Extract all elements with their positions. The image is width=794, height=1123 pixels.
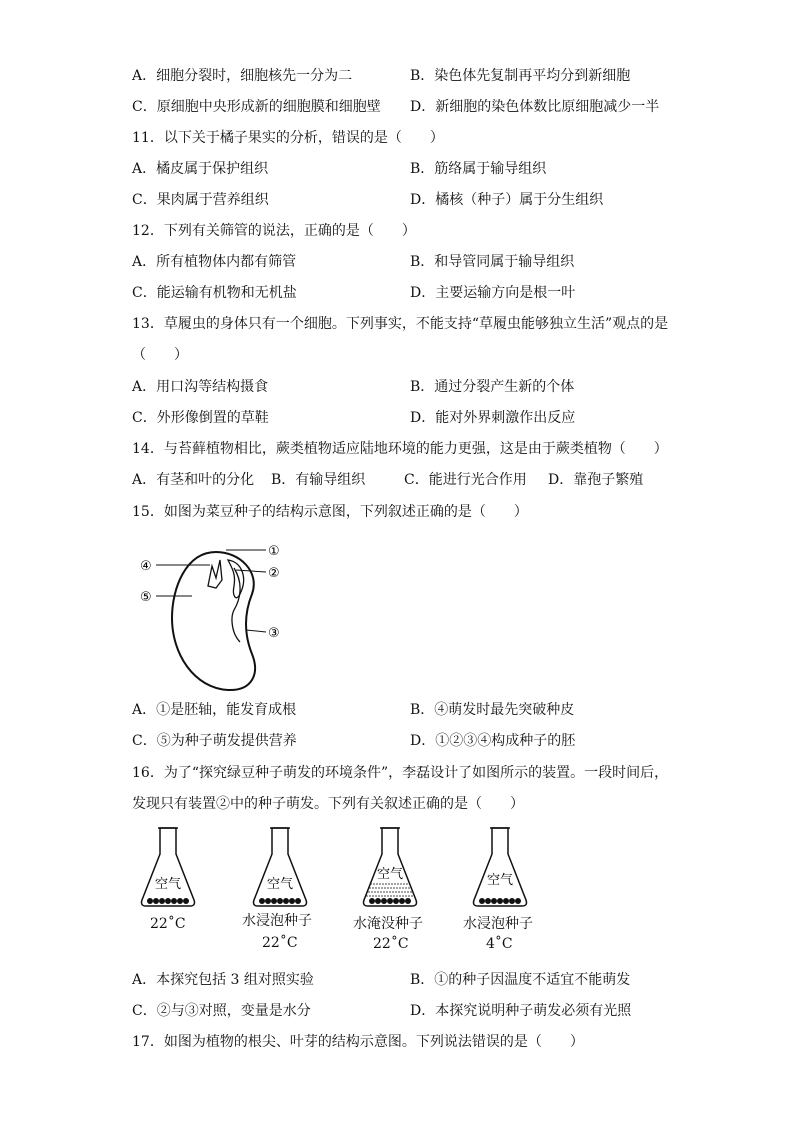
q13-option-d: D．能对外界刺激作出反应 [410,410,576,426]
q11-option-d: D．橘核（种子）属于分生组织 [410,192,604,208]
q14-option-d: D．靠孢子繁殖 [548,472,644,488]
plumule [208,560,222,588]
q10-option-d: D．新细胞的染色体数比原细胞减少一半 [410,99,660,115]
flask-4-air-label: 空气 [487,873,514,888]
q14-option-c: C．能进行光合作用 [404,472,527,488]
q15-option-a: A．①是胚轴，能发育成根 [132,702,297,718]
seed-label-2: ② [268,566,280,581]
cotyledon-edge [232,568,240,642]
q13-option-c: C．外形像倒置的草鞋 [132,410,269,426]
q15-option-b: B．④萌发时最先突破种皮 [410,702,575,718]
flask-1-air-label: 空气 [155,877,182,892]
flask-3-temp: 22˚C [373,936,409,952]
q16-option-c: C．②与③对照，变量是水分 [132,1003,311,1019]
q11-stem: 11．以下关于橘子果实的分析，错误的是（ ） [132,130,444,146]
q11-option-c: C．果肉属于营养组织 [132,192,269,208]
q15-option-d: D．①②③④构成种子的胚 [410,733,576,749]
q16-option-a: A．本探究包括 3 组对照实验 [132,972,314,988]
q16-option-b: B．①的种子因温度不适宜不能萌发 [410,972,631,988]
flask-1 [138,826,198,908]
q17-stem: 17．如图为植物的根尖、叶芽的结构示意图。下列说法错误的是（ ） [132,1034,584,1050]
q14-stem: 14．与苔藓植物相比，蕨类植物适应陆地环境的能力更强，这是由于蕨类植物（ ） [132,441,668,457]
flask-3-condition: 水淹没种子 [353,916,423,932]
seed-label-1: ① [268,544,280,559]
q10-option-a: A．细胞分裂时，细胞核先一分为二 [132,68,353,84]
flask-2-air-label: 空气 [267,877,294,892]
q14-option-b: B．有输导组织 [271,472,366,488]
q12-option-c: C．能运输有机物和无机盐 [132,285,297,301]
flask-1-temp: 22˚C [150,916,186,932]
q11-option-b: B．筋络属于输导组织 [410,161,547,177]
bean-seed-diagram [136,538,296,698]
q16-stem-line2: 发现只有装置②中的种子萌发。下列有关叙述正确的是（ ） [132,796,524,812]
radicle-outline [228,560,244,598]
q12-option-b: B．和导管同属于输导组织 [410,254,575,270]
q14-option-a: A．有茎和叶的分化 [132,472,255,488]
q10-option-b: B．染色体先复制再平均分到新细胞 [410,68,631,84]
q12-stem: 12．下列有关筛管的说法，正确的是（ ） [132,223,416,239]
flask-2 [250,826,310,908]
flask-2-condition: 水浸泡种子 [242,913,312,929]
q15-stem: 15．如图为菜豆种子的结构示意图，下列叙述正确的是（ ） [132,504,528,520]
q12-option-d: D．主要运输方向是根一叶 [410,285,576,301]
flask-4-condition: 水浸泡种子 [463,916,533,932]
q10-option-c: C．原细胞中央形成新的细胞膜和细胞壁 [132,99,381,115]
seed-label-5: ⑤ [140,590,152,605]
q13-option-a: A．用口沟等结构摄食 [132,379,269,395]
flask-3-air-label: 空气 [377,867,404,882]
q13-stem-line2: （ ） [132,347,188,363]
flask-4 [470,826,530,908]
seed-label-4: ④ [140,559,152,574]
q16-stem-line1: 16．为了“探究绿豆种子萌发的环境条件”，李磊设计了如图所示的装置。一段时间后， [132,765,669,781]
seed-label-3: ③ [268,626,280,641]
q13-option-b: B．通过分裂产生新的个体 [410,379,575,395]
flask-3 [360,826,420,908]
q13-stem-line1: 13．草履虫的身体只有一个细胞。下列事实，不能支持“草履虫能够独立生活”观点的是 [132,316,669,332]
q15-option-c: C．⑤为种子萌发提供营养 [132,733,297,749]
q12-option-a: A．所有植物体内都有筛管 [132,254,297,270]
flask-2-temp: 22˚C [262,935,298,951]
flask-4-temp: 4˚C [486,936,513,952]
q16-option-d: D．本探究说明种子萌发必须有光照 [410,1003,632,1019]
q11-option-a: A．橘皮属于保护组织 [132,161,269,177]
